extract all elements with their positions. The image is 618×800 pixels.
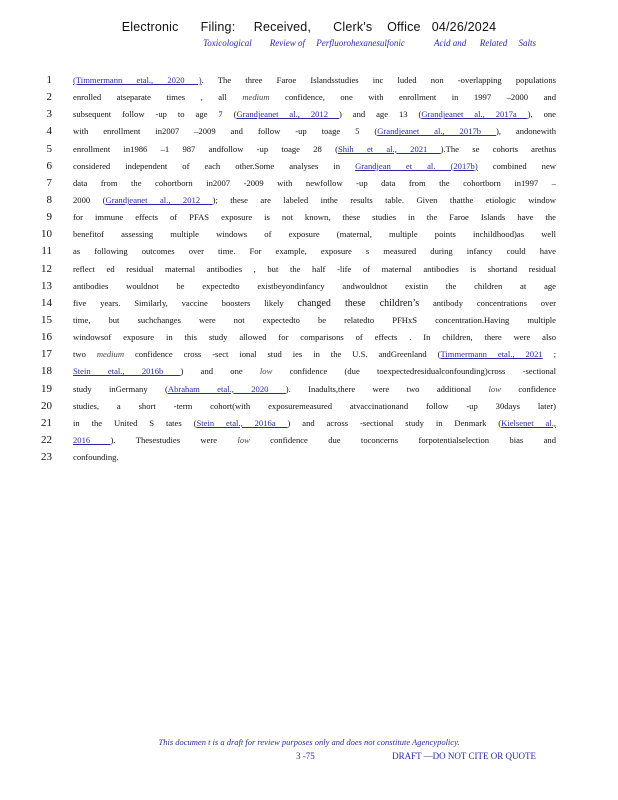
text-segment: ) and across -sectional study in Denmark (	[287, 417, 502, 428]
text-line	[36, 312, 556, 329]
text-segment: data from the cohortborn in2007 -2009 with newfollow -up data from the cohortborn in1997 –	[73, 177, 556, 188]
text-segment: in the United S tates (	[73, 417, 197, 428]
text-line	[36, 89, 556, 106]
line-number: 2	[46, 91, 52, 104]
text-segment: with enrollment in2007 –2009 and follow -up toage 5 (	[73, 126, 378, 137]
line-text	[73, 226, 556, 243]
text-line	[36, 226, 556, 243]
text-segment: for immune effects of PFAS exposure is not known, these studies in the Faroe Islands have the	[73, 212, 556, 223]
confidence-label: low	[259, 366, 273, 377]
draft-notice: DRAFT —DO NOT CITE OR QUOTE	[392, 751, 536, 761]
text-line	[36, 432, 556, 449]
text-line	[36, 243, 556, 260]
text-segment: ), andonewith	[495, 126, 556, 137]
text-segment: ). Inadults,there were two additional	[285, 383, 489, 394]
citation-link[interactable]: Abraham etal., 2020	[167, 383, 286, 394]
line-number: 11	[41, 245, 52, 258]
line-number: 15	[41, 313, 52, 326]
citation-link[interactable]: Grandjeanet al., 2012	[105, 194, 213, 205]
line-text	[73, 123, 556, 140]
text-line	[36, 329, 556, 346]
document-body	[36, 72, 556, 466]
line-text	[73, 89, 556, 106]
citation-link[interactable]: Shih et al., 2021	[337, 143, 441, 154]
line-number: 1	[46, 74, 52, 86]
line-text	[73, 141, 556, 158]
text-segment: confidence	[500, 383, 557, 394]
text-line	[36, 295, 556, 312]
citation-link[interactable]: (Timmermann etal., 2020 )	[73, 75, 202, 85]
line-number: 8	[46, 193, 52, 206]
text-line	[36, 72, 556, 89]
line-number: 5	[46, 142, 52, 155]
text-segment: changed these children’s	[297, 297, 420, 309]
draft-disclaimer: This documen t is a draft for review purposes only and does not constitute Agencypolicy.	[158, 737, 460, 747]
text-segment: 2000 (	[73, 194, 106, 205]
text-segment: ); these are labeled inthe results table. Given thatthe etiologic window	[212, 194, 557, 205]
citation-link[interactable]: Grandjeanet al., 2017b	[377, 126, 496, 137]
line-text	[73, 398, 556, 415]
text-segment: confidence, one with enrollment in 1997 –2000 and	[269, 92, 556, 103]
text-segment: ) and one	[180, 366, 260, 377]
line-number: 20	[41, 399, 52, 412]
line-text	[73, 312, 556, 329]
text-segment: enrolled atseparate times , all	[73, 92, 243, 103]
text-segment: ). Thesestudies were	[110, 434, 238, 445]
text-segment: windowsof exposure in this study allowed for comparisons of effects . In children, there were also	[73, 332, 556, 343]
text-segment: ;	[542, 349, 556, 360]
text-line	[36, 261, 556, 278]
line-number: 10	[41, 228, 52, 241]
line-text	[73, 346, 556, 363]
text-line	[36, 141, 556, 158]
line-text	[73, 261, 556, 278]
line-text	[73, 243, 556, 260]
line-number: 12	[41, 262, 52, 275]
page-number: 3 -75	[296, 751, 315, 761]
text-line	[36, 192, 556, 209]
citation-link[interactable]: 2016	[73, 434, 111, 445]
text-segment: confidence cross -sect ional stud ies in the U.S. andGreenland (	[124, 349, 441, 360]
text-line	[36, 123, 556, 140]
confidence-label: low	[488, 383, 501, 394]
line-text	[73, 449, 556, 466]
text-segment: reflect ed residual maternal antibodies , but the half -life of maternal antibodies is shortand residual	[73, 263, 556, 274]
citation-link[interactable]: Kielsenet al.,	[501, 417, 556, 428]
line-number: 14	[41, 296, 52, 309]
line-text	[73, 192, 556, 209]
text-segment: enrollment in1986 –1 987 andfollow -up toage 28 (	[73, 143, 338, 154]
text-segment: five years. Similarly, vaccine boosters likely	[73, 297, 298, 308]
running-title: Toxicological Review of Perfluorohexanesulfonic Acid and Related Salts	[203, 38, 536, 48]
line-number: 21	[41, 416, 52, 429]
text-line	[36, 158, 556, 175]
line-text	[73, 209, 556, 226]
text-segment: studies, a short -term cohort(with exposuremeasured atvaccinationand follow -up 30days later)	[73, 400, 556, 411]
text-segment: . The three Faroe Islandsstudies inc luded non -overlapping populations	[201, 75, 556, 85]
text-line	[36, 106, 556, 123]
text-line	[36, 381, 556, 398]
line-text	[73, 415, 556, 432]
line-number: 9	[46, 211, 52, 224]
citation-link[interactable]: Grandjean et al. (2017b)	[355, 160, 478, 171]
text-segment: confounding.	[73, 452, 119, 463]
line-number: 18	[41, 365, 52, 378]
line-number: 7	[46, 176, 52, 189]
text-segment: benefitof assessing multiple windows of exposure (maternal, multiple points inchildhood)as well	[73, 229, 556, 240]
citation-link[interactable]: Timmermann etal., 2021	[440, 349, 543, 360]
line-number: 17	[41, 348, 52, 361]
filing-stamp: Electronic Filing: Received, Clerk's Office 04/26/2024	[121, 20, 497, 34]
text-line	[36, 398, 556, 415]
line-number: 19	[41, 382, 52, 395]
text-segment: study inGermany (	[73, 383, 168, 394]
text-line	[36, 346, 556, 363]
line-number: 6	[46, 159, 52, 172]
line-text	[73, 278, 556, 295]
text-segment: ), one	[527, 109, 556, 120]
line-number: 4	[46, 125, 52, 138]
text-segment: considered independent of each other.Some analyses in	[73, 160, 356, 171]
text-line	[36, 415, 556, 432]
line-text	[73, 295, 556, 312]
text-segment: confidence (due toexpectedresidualconfounding)cross -sectional	[272, 366, 557, 377]
text-segment: as following outcomes over time. For example, exposure s measured during infancy could have	[73, 246, 556, 257]
text-segment: ) and age 13 (	[338, 109, 422, 120]
line-text	[73, 363, 556, 380]
text-segment: two	[73, 349, 97, 360]
line-number: 13	[41, 279, 52, 292]
text-segment: time, but suchchanges were not expectedto be relatedto PFHxS concentration.Having multiple	[73, 314, 556, 325]
line-text	[73, 329, 556, 346]
line-number: 22	[41, 433, 52, 446]
citation-link[interactable]: Stein etal., 2016b	[73, 366, 181, 377]
line-text	[73, 158, 556, 175]
text-line	[36, 363, 556, 380]
line-text	[73, 432, 556, 449]
line-text	[73, 72, 556, 89]
confidence-label: medium	[242, 92, 270, 103]
confidence-label: low	[237, 434, 250, 445]
citation-link[interactable]: Stein etal., 2016a	[196, 417, 288, 428]
line-text	[73, 175, 556, 192]
text-segment: combined new	[477, 160, 556, 171]
line-number: 23	[41, 451, 52, 464]
line-text	[73, 381, 556, 398]
line-text	[73, 106, 556, 123]
confidence-label: medium	[96, 349, 125, 360]
text-segment: antibodies wouldnot be expectedto existbeyondinfancy andwouldnot existin the children at age	[73, 280, 556, 291]
line-number: 3	[46, 108, 52, 121]
text-segment: subsequent follow -up to age 7 (	[73, 109, 237, 120]
text-segment: ).The se cohorts arethus	[440, 143, 557, 154]
text-segment: antibody concentrations over	[419, 297, 557, 308]
line-number: 16	[41, 331, 52, 344]
text-segment: confidence due toconcerns forpotentialselection bias and	[249, 434, 557, 445]
text-line	[36, 278, 556, 295]
text-line	[36, 209, 556, 226]
text-line	[36, 449, 556, 466]
citation-link[interactable]: Grandjeanet al., 2012	[236, 109, 339, 120]
text-line	[36, 175, 556, 192]
citation-link[interactable]: Grandjeanet al., 2017a	[421, 109, 528, 120]
